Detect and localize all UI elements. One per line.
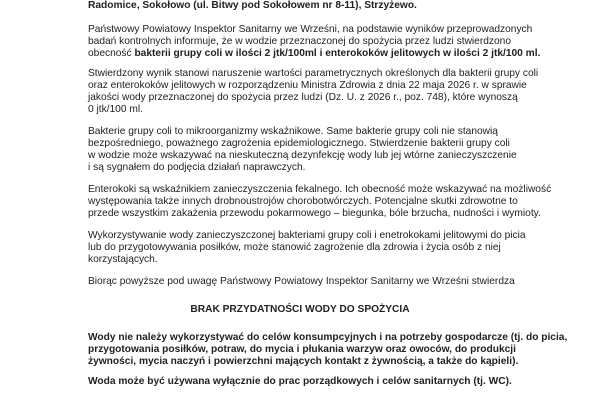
paragraph5-line2: lub do przygotowywania posiłków, może stanowić zagrożenie dla zdrowia i życia osób z niej [88,242,501,253]
paragraph3-line4: i są sygnałem do podjęcia działań naprawczych. [88,162,306,173]
paragraph7-line3: żywności, mycia naczyń i powierzchni mających kontakt z żywnością, a także do kąpieli). [88,356,519,367]
paragraph4-line2: występowania także innych drobnoustrojów chorobotwórczych. Potencjalne skutki zdrowotne to [88,196,518,207]
paragraph6: Biorąc powyższe pod uwagę Państwowy Powiatowy Inspektor Sanitarny we Wrześni stwierdza [88,276,515,287]
paragraph4-line1: Enterokoki są wskaźnikiem zanieczyszczenia fekalnego. Ich obecność może wskazywać na możliwość [88,184,552,195]
paragraph5-line1: Wykorzystywanie wody zanieczyszczonej bakteriami grupy coli i enetrokokami jelitowymi do picia [88,230,526,241]
paragraph1-line1: Państwowy Powiatowy Inspektor Sanitarny we Wrześni, na podstawie wyników przeprowadzonych [88,24,533,35]
paragraph5-line3: korzystających. [88,254,158,265]
paragraph1-line3 [88,48,540,60]
paragraph3-line1: Bakterie grupy coli to mikroorganizmy wskaźnikowe. Same bakterie grupy coli nie stanowią [88,126,498,137]
notice-heading: BRAK PRZYDATNOŚCI WODY DO SPOŻYCIA [190,304,410,315]
paragraph3-line3: w wodzie może wskazywać na nieskuteczną dezynfekcję wody lub jej wtórne zanieczyszczenie [88,150,517,161]
paragraph2-line1: Stwierdzony wynik stanowi naruszenie wartości parametrycznych określonych dla bakterii grupy coli [88,68,539,79]
paragraph7-line2: przygotowania posiłków, potraw, do mycia i płukania warzyw oraz owoców, do produkcji [88,344,516,355]
paragraph7-line1: Wody nie należy wykorzystywać do celów konsumpcyjnych i na potrzeby gospodarcze (tj. do picia, [88,332,568,343]
header-line: Radomice, Sokołowo (ul. Bitwy pod Sokołowem nr 8-11), Strzyżewo. [88,0,417,11]
paragraph2-line2: oraz enterokoków jelitowych w rozporządzeniu Ministra Zdrowia z dnia 22 maja 2026 r. w sprawie [88,80,527,91]
paragraph2-line4: 0 jtk/100 ml. [88,104,143,115]
paragraph1-line3-prefix: obecność [88,48,135,59]
paragraph1-line2: badań kontrolnych informuje, że w wodzie przeznaczonej do spożycia przez ludzi stwierdzono [88,36,512,47]
paragraph8: Woda może być używana wyłącznie do prac porządkowych i celów sanitarnych (tj. WC). [88,376,512,387]
paragraph4-line3: przede wszystkim zakażenia przewodu pokarmowego – biegunka, bóle brzucha, nudności i wymioty. [88,208,541,219]
paragraph2-line3: jakości wody przeznaczonej do spożycia przez ludzi (Dz. U. z 2026 r., poz. 748), które wynoszą [88,92,518,103]
paragraph3-line2: bezpośredniego, poważnego zagrożenia epidemiologicznego. Stwierdzenie bakterii grupy coli [88,138,510,149]
contamination-result: bakterii grupy coli w ilości 2 jtk/100ml i enterokoków jelitowych w ilości 2 jtk/100 ml. [134,48,541,59]
